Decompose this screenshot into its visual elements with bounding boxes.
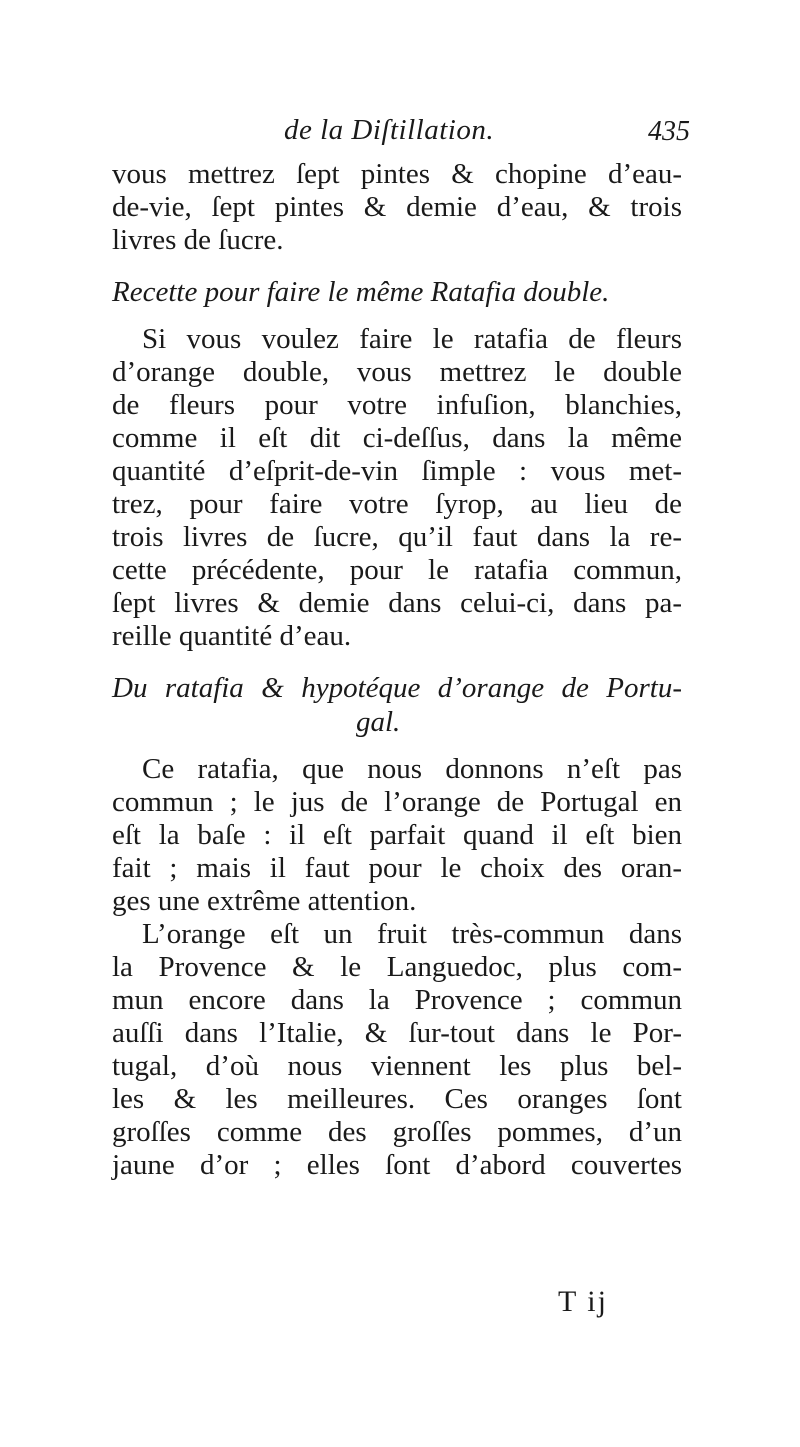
ratafia-paragraph	[112, 753, 682, 918]
text-line: comme il eſt dit ci-deſſus, dans la même	[112, 422, 682, 454]
text-line: Ce ratafia, que nous donnons n’eſt pas	[142, 753, 682, 785]
book-page	[112, 112, 690, 1182]
text-line: vous mettrez ſept pintes & chopine d’eau-	[112, 158, 682, 190]
running-head: de la Diſtillation.	[284, 114, 495, 146]
text-line: commun ; le jus de l’orange de Portugal en	[112, 786, 682, 818]
page-number: 435	[648, 116, 690, 147]
continuation-paragraph	[112, 158, 682, 257]
text-line: Si vous voulez faire le ratafia de fleurs	[142, 323, 682, 355]
text-line: ges une extrême attention.	[112, 885, 417, 917]
text-line: L’orange eſt un fruit très-commun dans	[142, 918, 682, 950]
text-line: mun encore dans la Provence ; commun	[112, 984, 682, 1016]
text-line: de-vie, ſept pintes & demie d’eau, & trois	[112, 191, 682, 223]
heading-line: Du ratafia & hypotéque d’orange de Portu-	[112, 672, 682, 704]
text-line: auſſi dans l’Italie, & ſur-tout dans le Por-	[112, 1017, 682, 1049]
text-line: fait ; mais il faut pour le choix des oran-	[112, 852, 682, 884]
text-line: eſt la baſe : il eſt parfait quand il eſt bien	[112, 819, 682, 851]
page-header	[112, 112, 690, 158]
text-line: de fleurs pour votre infuſion, blanchies,	[112, 389, 682, 421]
text-line: groſſes comme des groſſes pommes, d’un	[112, 1116, 682, 1148]
heading-line: gal.	[356, 706, 401, 738]
text-line: livres de ſucre.	[112, 224, 284, 256]
text-line: tugal, d’où nous viennent les plus bel-	[112, 1050, 682, 1082]
recipe-paragraph	[112, 323, 682, 653]
text-line: ſept livres & demie dans celui-ci, dans pa-	[112, 587, 682, 619]
text-line: trois livres de ſucre, qu’il faut dans la re-	[112, 521, 682, 553]
signature-mark: T ij	[558, 1285, 608, 1318]
text-line: reille quantité d’eau.	[112, 620, 352, 652]
text-line: d’orange double, vous mettrez le double	[112, 356, 682, 388]
text-line: les & les meilleures. Ces oranges ſont	[112, 1083, 682, 1115]
section-heading: Recette pour faire le même Ratafia double.	[112, 276, 610, 308]
section-heading	[112, 671, 682, 739]
text-line: quantité d’eſprit-de-vin ſimple : vous met-	[112, 455, 682, 487]
orange-paragraph	[112, 918, 682, 1182]
text-line: trez, pour faire votre ſyrop, au lieu de	[112, 488, 682, 520]
text-line: cette précédente, pour le ratafia commun,	[112, 554, 682, 586]
text-line: jaune d’or ; elles ſont d’abord couvertes	[112, 1149, 682, 1181]
text-line: la Provence & le Languedoc, plus com-	[112, 951, 682, 983]
